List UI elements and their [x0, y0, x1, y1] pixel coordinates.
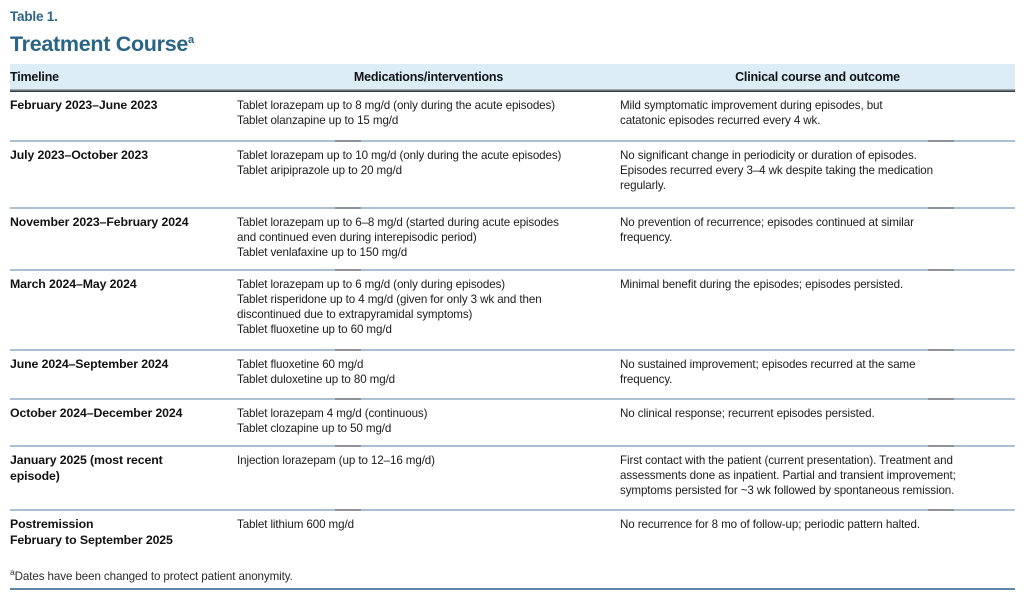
outcome-text: assessments done as inpatient. Partial and transient improvement; [620, 469, 956, 483]
timeline-text: November 2023–February 2024 [10, 215, 189, 230]
table-row [10, 445, 1015, 509]
medications-cell [237, 447, 620, 509]
medications-cell [237, 400, 620, 445]
table-title-superscript: a [188, 34, 194, 46]
medication-item: Injection lorazepam (up to 12–16 mg/d) [237, 454, 435, 468]
table-row [10, 140, 1015, 207]
medications-cell [237, 209, 620, 269]
outcome-cell [620, 92, 1015, 140]
timeline-cell [10, 92, 237, 140]
outcome-text: No clinical response; recurrent episodes persisted. [620, 407, 875, 421]
medication-item: Tablet fluoxetine up to 60 mg/d [237, 323, 392, 337]
column-header-medications: Medications/interventions [353, 70, 504, 85]
table-title-text: Treatment Course [10, 32, 189, 57]
timeline-text: October 2024–December 2024 [10, 406, 183, 421]
table-row [10, 269, 1015, 349]
table-row [10, 349, 1015, 398]
timeline-cell [10, 351, 237, 398]
table-row [10, 509, 1015, 558]
table-bottom-rule [10, 588, 1015, 590]
table-row [10, 207, 1015, 269]
timeline-cell [10, 511, 237, 558]
table-header-row [10, 64, 1015, 89]
timeline-text: June 2024–September 2024 [10, 357, 169, 372]
outcome-text: Minimal benefit during the episodes; episodes persisted. [620, 278, 904, 292]
medication-item: Tablet duloxetine up to 80 mg/d [237, 373, 396, 387]
outcome-text: frequency. [620, 373, 673, 387]
timeline-cell [10, 209, 237, 269]
outcome-text: frequency. [620, 231, 673, 245]
timeline-text: July 2023–October 2023 [10, 148, 148, 163]
medication-item: Tablet risperidone up to 4 mg/d (given for only 3 wk and then [237, 293, 542, 307]
medication-item: Tablet clozapine up to 50 mg/d [237, 422, 392, 436]
outcome-text: catatonic episodes recurred every 4 wk. [620, 114, 821, 128]
medications-cell [237, 351, 620, 398]
footnote-text: Dates have been changed to protect patient anonymity. [14, 570, 293, 584]
medications-cell [237, 142, 620, 207]
column-header-outcome: Clinical course and outcome [735, 70, 900, 85]
medication-item: discontinued due to extrapyramidal symptoms) [237, 308, 473, 322]
medication-item: Tablet fluoxetine 60 mg/d [237, 358, 364, 372]
outcome-cell [620, 271, 1015, 349]
column-header-timeline: Timeline [10, 70, 59, 85]
medication-item: Tablet venlafaxine up to 150 mg/d [237, 246, 408, 260]
outcome-cell [620, 351, 1015, 398]
outcome-text: First contact with the patient (current presentation). Treatment and [620, 454, 953, 468]
footnote-superscript: a [10, 567, 15, 578]
outcome-text: symptoms persisted for ~3 wk followed by spontaneous remission. [620, 484, 955, 498]
timeline-cell [10, 142, 237, 207]
timeline-text: episode) [10, 468, 60, 483]
medication-item: Tablet lorazepam up to 6–8 mg/d (started during acute episodes [237, 216, 559, 230]
outcome-text: No significant change in periodicity or duration of episodes. [620, 149, 917, 163]
medication-item: Tablet olanzapine up to 15 mg/d [237, 114, 399, 128]
medications-cell [237, 271, 620, 349]
outcome-text: No sustained improvement; episodes recurred at the same [620, 358, 916, 372]
timeline-cell [10, 447, 237, 509]
medication-item: Tablet lorazepam up to 8 mg/d (only during the acute episodes) [237, 99, 555, 113]
table-footnote [10, 567, 1015, 583]
outcome-cell [620, 511, 1015, 558]
medication-item: Tablet lorazepam up to 10 mg/d (only during the acute episodes) [237, 149, 562, 163]
table-row [10, 398, 1015, 445]
medications-cell [237, 511, 620, 558]
outcome-cell [620, 447, 1015, 509]
table-row [10, 92, 1015, 140]
timeline-cell [10, 271, 237, 349]
medication-item: and continued even during interepisodic period) [237, 231, 477, 245]
timeline-cell [10, 400, 237, 445]
timeline-text: March 2024–May 2024 [10, 277, 137, 292]
table-figure [10, 0, 1015, 590]
timeline-text: January 2025 (most recent [10, 453, 163, 468]
timeline-text: Postremission [10, 517, 94, 532]
outcome-text: regularly. [620, 179, 666, 193]
table-title [10, 27, 1015, 57]
medication-item: Tablet aripiprazole up to 20 mg/d [237, 164, 402, 178]
medications-cell [237, 92, 620, 140]
timeline-text: February to September 2025 [10, 532, 173, 547]
outcome-text: No recurrence for 8 mo of follow-up; periodic pattern halted. [620, 518, 921, 532]
timeline-text: February 2023–June 2023 [10, 98, 158, 113]
outcome-cell [620, 142, 1015, 207]
medication-item: Tablet lithium 600 mg/d [237, 518, 354, 532]
outcome-cell [620, 209, 1015, 269]
medication-item: Tablet lorazepam 4 mg/d (continuous) [237, 407, 428, 421]
table-number: Table 1. [10, 9, 58, 24]
outcome-text: Episodes recurred every 3–4 wk despite taking the medication [620, 164, 934, 178]
outcome-text: Mild symptomatic improvement during episodes, but [620, 99, 883, 113]
outcome-text: No prevention of recurrence; episodes continued at similar [620, 216, 914, 230]
medication-item: Tablet lorazepam up to 6 mg/d (only during episodes) [237, 278, 506, 292]
outcome-cell [620, 400, 1015, 445]
